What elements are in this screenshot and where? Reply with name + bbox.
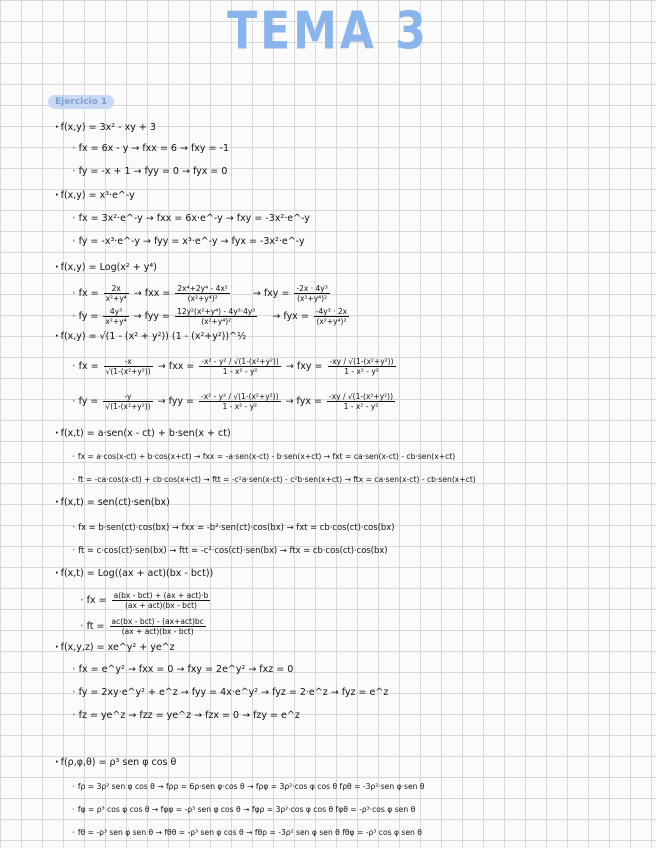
function-line: · f(x,y) = x³·e^-y bbox=[55, 190, 135, 201]
denominator: √(1-(x²+y²)) bbox=[105, 367, 151, 376]
denominator: (ax + act)(bx - bct) bbox=[124, 601, 197, 610]
derivative-label: fy = bbox=[78, 311, 99, 322]
numerator: -xy / √(1-(x²+y²)) bbox=[329, 357, 394, 366]
derivative-line: · fx = b·sen(ct)·cos(bx) → fxx = -b²·sen(ct)·cos(bx) → fxt = cb·cos(ct)·cos(bx) bbox=[72, 522, 395, 532]
denominator: (x²+y⁴)² bbox=[297, 294, 328, 303]
function-line: · f(ρ,φ,θ) = ρ³ sen φ cos θ bbox=[55, 757, 177, 768]
derivative-label: → fyy = bbox=[133, 311, 171, 322]
denominator: 1 - x² - y² bbox=[344, 367, 379, 376]
fraction bbox=[327, 392, 395, 411]
function-line: · f(x,t) = sen(ct)·sen(bx) bbox=[55, 497, 170, 508]
numerator: a(bx - bct) + (ax + act)·b bbox=[113, 591, 209, 600]
function-line: · f(x,t) = a·sen(x - ct) + b·sen(x + ct) bbox=[55, 428, 231, 439]
numerator: -y bbox=[103, 392, 152, 402]
denominator: 1 - x² - y² bbox=[343, 402, 379, 411]
derivative-text: fφ = ρ³ cos φ cos θ → fφφ = -ρ³ sen φ cos θ → fφρ = 3ρ²·cos φ cos θ fφθ = -ρ³·cos φ sen θ bbox=[77, 805, 416, 814]
exercise-badge: Ejercicio 1 bbox=[48, 95, 114, 109]
derivative-label: → fxy = bbox=[285, 361, 323, 372]
derivative-line: · fφ = ρ³ cos φ cos θ → fφφ = -ρ³ sen φ cos θ → fφρ = 3ρ²·cos φ cos θ fφθ = -ρ³·cos φ sen θ bbox=[72, 805, 416, 814]
numerator: ac(bx - bct) - (ax+act)bc bbox=[111, 617, 204, 626]
derivative-label: → fyx = bbox=[285, 396, 322, 407]
derivative-label: → fyx = bbox=[272, 311, 309, 322]
denominator: (x²+y⁴)² bbox=[201, 317, 232, 326]
function-text: f(x,y) = √(1 - (x² + y²)) (1 - (x²+y²))^½ bbox=[60, 331, 247, 342]
denominator: 1 - x² - y² bbox=[222, 367, 258, 376]
derivative-text: fx = 6x - y → fxx = 6 → fxy = -1 bbox=[78, 143, 230, 154]
derivative-line: · fz = ye^z → fzz = ye^z → fzx = 0 → fzy = e^z bbox=[72, 710, 300, 721]
numerator: -x² - y² / √(1-(x²+y²)) bbox=[201, 357, 279, 366]
fraction bbox=[110, 617, 206, 636]
derivative-line: · fx = 6x - y → fxx = 6 → fxy = -1 bbox=[72, 143, 230, 154]
derivative-text: fx = e^y² → fxx = 0 → fxy = 2e^y² → fxz = 0 bbox=[78, 664, 294, 675]
derivative-line: · fy = -x + 1 → fyy = 0 → fyx = 0 bbox=[72, 166, 228, 177]
derivative-line: · ft = c·cos(ct)·sen(bx) → ftt = -c²·cos(ct)·sen(bx) → ftx = cb·cos(ct)·cos(bx) bbox=[72, 545, 388, 555]
derivative-line: · fy = $\frac{\text{4y³}}{\text{x²+y⁴}}$ → fyy = $\frac{\text{12y²(x²+y⁴) - 4y³·4y³}}{\text{(x²+y⁴)²}}$ → fyx = $\frac{\text{-4y³ · 2x}}{\text{(x²+y⁴)²}}$ bbox=[72, 307, 348, 326]
fraction bbox=[175, 284, 229, 303]
page-title: TEMA 3 bbox=[227, 1, 429, 62]
derivative-text: fx = b·sen(ct)·cos(bx) → fxx = -b²·sen(ct)·cos(bx) → fxt = cb·cos(ct)·cos(bx) bbox=[78, 522, 395, 532]
derivative-label: fy = bbox=[78, 396, 99, 407]
numerator: -4y³ · 2x bbox=[315, 307, 348, 316]
denominator: 1 - x² - y² bbox=[222, 402, 258, 411]
numerator: 2x bbox=[104, 284, 129, 294]
numerator: -2x · 4y³ bbox=[296, 284, 328, 293]
derivative-text: fz = ye^z → fzz = ye^z → fzx = 0 → fzy = e^z bbox=[78, 710, 300, 721]
derivative-text: fρ = 3ρ² sen φ cos θ → fρρ = 6ρ·sen φ·cos θ → fρφ = 3ρ²·cos φ cos θ fρθ = -3ρ²·sen φ·sen θ bbox=[77, 782, 425, 791]
derivative-label: ft = bbox=[86, 621, 105, 632]
derivative-text: ft = -ca·cos(x-ct) + cb·cos(x+ct) → ftt = -c²a·sen(x-ct) - c²b·sen(x+ct) → ftx = ca·sen(x-ct) - cb·sen(x+ct) bbox=[77, 475, 476, 484]
derivative-line: · fx = $\frac{-x}{\text{√(1-(x²+y²))}}$ → fxx = $\frac{\text{-x² - y² / √(1-(x²+y²))}}{\text{1 - x² - y²}}$ → fxy = $\frac{\text{-xy / √(1-(x²+y²))}}{\text{1 - x² - y²}}$ bbox=[72, 357, 394, 376]
derivative-line: · fρ = 3ρ² sen φ cos θ → fρρ = 6ρ·sen φ·cos θ → fρφ = 3ρ²·cos φ cos θ fρθ = -3ρ²·sen φ·sen θ bbox=[72, 782, 425, 791]
fraction bbox=[103, 392, 152, 411]
function-line: · f(x,y) = √(1 - (x² + y²)) (1 - (x²+y²))^½ bbox=[55, 331, 247, 342]
function-line: · f(x,t) = Log((ax + act)(bx - bct)) bbox=[55, 568, 214, 579]
fraction bbox=[314, 307, 349, 326]
denominator: √(1-(x²+y²)) bbox=[105, 402, 151, 411]
function-text: f(x,y) = Log(x² + y⁴) bbox=[60, 262, 157, 273]
derivative-line: · fy = $\frac{-y}{\text{√(1-(x²+y²))}}$ → fyy = $\frac{\text{-x² - y² / √(1-(x²+y²))}}{\text{1 - x² - y²}}$ → fyx = $\frac{\text{-xy / √(1-(x²+y²))}}{\text{1 - x² - y²}}$ bbox=[72, 392, 393, 411]
function-text: f(x,t) = sen(ct)·sen(bx) bbox=[60, 497, 170, 508]
function-text: f(x,y) = 3x² - xy + 3 bbox=[60, 122, 156, 133]
fraction bbox=[328, 357, 396, 376]
derivative-line: · fx = e^y² → fxx = 0 → fxy = 2e^y² → fxz = 0 bbox=[72, 664, 294, 675]
function-text: f(x,t) = Log((ax + act)(bx - bct)) bbox=[60, 568, 214, 579]
numerator: 2x⁴+2y⁴ - 4x² bbox=[177, 284, 228, 293]
numerator: 12y²(x²+y⁴) - 4y³·4y³ bbox=[177, 307, 256, 316]
fraction bbox=[103, 307, 128, 326]
derivative-text: fx = a·cos(x-ct) + b·cos(x+ct) → fxx = -a·sen(x-ct) - b·sen(x+ct) → fxt = ca·sen(x-ct) - cb·sen(x+ct) bbox=[77, 452, 456, 461]
fraction bbox=[199, 392, 281, 411]
derivative-label: fx = bbox=[78, 361, 99, 372]
function-text: f(x,t) = a·sen(x - ct) + b·sen(x + ct) bbox=[60, 428, 231, 439]
derivative-line: · fy = -x³·e^-y → fyy = x³·e^-y → fyx = -3x²·e^-y bbox=[72, 236, 305, 247]
fraction bbox=[112, 591, 211, 610]
function-text: f(ρ,φ,θ) = ρ³ sen φ cos θ bbox=[60, 757, 177, 768]
derivative-line: · fx = $\frac{2x}{\text{x²+y⁴}}$ → fxx = $\frac{\text{2x⁴+2y⁴ - 4x²}}{\text{(x²+y⁴)²}}$ → fxy = $\frac{\text{-2x · 4y³}}{\text{(x²+y⁴)²}}$ bbox=[72, 284, 328, 303]
denominator: x²+y⁴ bbox=[105, 317, 127, 326]
derivative-label: → fxx = bbox=[133, 288, 171, 299]
fraction bbox=[104, 357, 153, 376]
denominator: (x²+y⁴)² bbox=[187, 294, 218, 303]
function-line: · f(x,y,z) = xe^y² + ye^z bbox=[55, 642, 175, 653]
numerator: -x² - y² / √(1-(x²+y²)) bbox=[201, 392, 279, 401]
derivative-label: fx = bbox=[78, 288, 99, 299]
derivative-line: · fx = $\frac{\text{a(bx - bct) + (ax + act)·b}}{\text{(ax + act)(bx - bct)}}$ bbox=[80, 591, 209, 610]
denominator: x²+y⁴ bbox=[105, 294, 127, 303]
derivative-label: fx = bbox=[86, 595, 107, 606]
derivative-line: · fθ = -ρ³ sen φ sen θ → fθθ = -ρ³ sen φ cos θ → fθρ = -3ρ² sen φ sen θ fθφ = -ρ³ cos φ sen θ bbox=[72, 828, 422, 837]
denominator: (x²+y⁴)² bbox=[316, 317, 347, 326]
derivative-text: fy = -x + 1 → fyy = 0 → fyx = 0 bbox=[78, 166, 228, 177]
numerator: -x bbox=[104, 357, 153, 367]
derivative-line: · ft = -ca·cos(x-ct) + cb·cos(x+ct) → ftt = -c²a·sen(x-ct) - c²b·sen(x+ct) → ftx = ca·sen(x-ct) - cb·sen(x+ct) bbox=[72, 475, 476, 484]
derivative-text: fθ = -ρ³ sen φ sen θ → fθθ = -ρ³ sen φ cos θ → fθρ = -3ρ² sen φ sen θ fθφ = -ρ³ cos φ sen θ bbox=[77, 828, 422, 837]
derivative-text: fx = 3x²·e^-y → fxx = 6x·e^-y → fxy = -3x²·e^-y bbox=[78, 213, 310, 224]
derivative-text: fy = -x³·e^-y → fyy = x³·e^-y → fyx = -3x²·e^-y bbox=[78, 236, 305, 247]
numerator: 4y³ bbox=[103, 307, 128, 317]
numerator: -xy / √(1-(x²+y²)) bbox=[328, 392, 393, 401]
function-text: f(x,y) = x³·e^-y bbox=[60, 190, 135, 201]
derivative-line: · ft = $\frac{\text{ac(bx - bct) - (ax+act)bc}}{\text{(ax + act)(bx - bct)}}$ bbox=[80, 617, 204, 636]
fraction bbox=[104, 284, 129, 303]
derivative-label: → fxy = bbox=[252, 288, 290, 299]
fraction bbox=[175, 307, 257, 326]
function-line: · f(x,y) = Log(x² + y⁴) bbox=[55, 262, 157, 273]
fraction bbox=[199, 357, 281, 376]
derivative-text: fy = 2xy·e^y² + e^z → fyy = 4x·e^y² → fyz = 2·e^z → fyz = e^z bbox=[78, 687, 389, 698]
derivative-line: · fy = 2xy·e^y² + e^z → fyy = 4x·e^y² → fyz = 2·e^z → fyz = e^z bbox=[72, 687, 389, 698]
function-text: f(x,y,z) = xe^y² + ye^z bbox=[60, 642, 175, 653]
function-line: · f(x,y) = 3x² - xy + 3 bbox=[55, 122, 156, 133]
derivative-label: → fyy = bbox=[157, 396, 194, 407]
derivative-label: → fxx = bbox=[157, 361, 195, 372]
denominator: (ax + act)(bx - bct) bbox=[121, 627, 194, 636]
derivative-text: ft = c·cos(ct)·sen(bx) → ftt = -c²·cos(ct)·sen(bx) → ftx = cb·cos(ct)·cos(bx) bbox=[78, 545, 388, 555]
fraction bbox=[294, 284, 329, 303]
derivative-line: · fx = 3x²·e^-y → fxx = 6x·e^-y → fxy = -3x²·e^-y bbox=[72, 213, 310, 224]
derivative-line: · fx = a·cos(x-ct) + b·cos(x+ct) → fxx = -a·sen(x-ct) - b·sen(x+ct) → fxt = ca·sen(x-ct) - cb·sen(x+ct) bbox=[72, 452, 456, 461]
